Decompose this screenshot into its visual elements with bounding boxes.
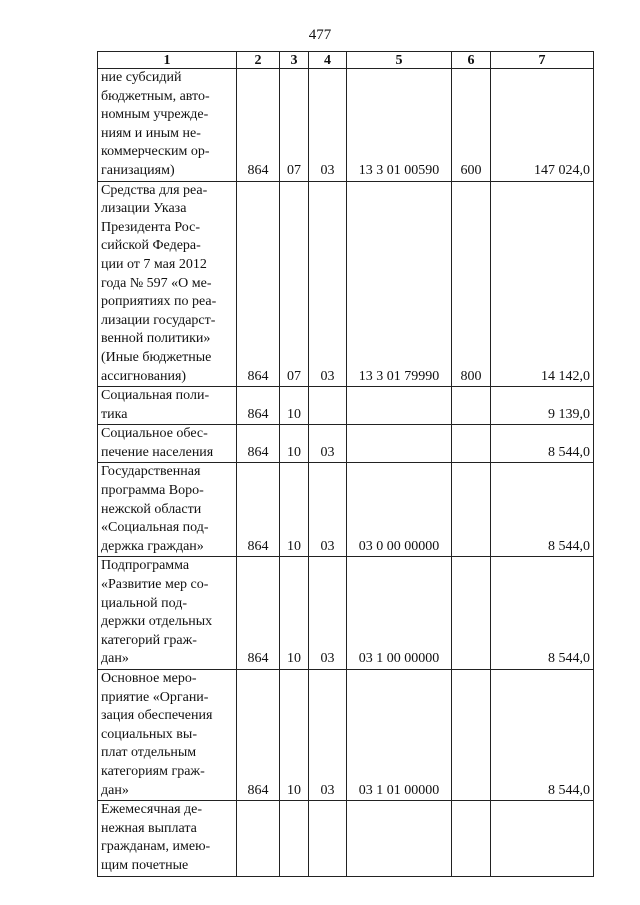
row-name-line: Президента Рос-: [101, 219, 201, 235]
row-name-line: печение населения: [101, 444, 214, 460]
row-name-line: бюджетным, авто-: [101, 88, 210, 104]
row-name-line: дан»: [101, 782, 129, 798]
row-name-line: лизации государст-: [101, 312, 216, 328]
row-name-line: (Иные бюджетные: [101, 349, 212, 365]
subsection-code-cell: 03: [309, 670, 347, 801]
row-name-line: дан»: [101, 651, 129, 667]
amount-cell: 8 544,0: [491, 425, 594, 463]
table-row: [98, 181, 594, 387]
row-name-line: ассигнования): [101, 368, 187, 384]
row-name-line: «Развитие мер со-: [101, 577, 209, 593]
chapter-code-cell: 864: [237, 557, 280, 670]
table-body: [98, 69, 594, 877]
row-name-line: Социальная поли-: [101, 388, 210, 404]
table-header-row: [98, 52, 594, 69]
column-header-6: 6: [452, 52, 491, 69]
row-name-line: ние субсидий: [101, 70, 182, 85]
expense-type-cell: [452, 387, 491, 425]
amount-cell: 147 024,0: [491, 69, 594, 182]
row-name-line: держки отдельных: [101, 614, 213, 630]
page-number: 477: [308, 27, 332, 43]
row-name-line: года № 597 «О ме-: [101, 275, 212, 291]
row-name-line: «Социальная под-: [101, 520, 209, 536]
row-name-line: социальных вы-: [101, 726, 197, 742]
section-code-cell: 10: [280, 387, 309, 425]
expense-type-cell: [452, 801, 491, 876]
column-header-2: 2: [237, 52, 280, 69]
row-name-line: ции от 7 мая 2012: [101, 256, 207, 272]
row-name-cell: [98, 181, 237, 387]
target-article-cell: 13 3 01 79990: [347, 181, 452, 387]
row-name-line: венной политики»: [101, 331, 211, 347]
section-code-cell: 07: [280, 69, 309, 182]
target-article-cell: 03 0 00 00000: [347, 463, 452, 557]
target-article-cell: [347, 387, 452, 425]
row-name-cell: [98, 425, 237, 463]
subsection-code-cell: 03: [309, 425, 347, 463]
row-name-line: лизации Указа: [101, 201, 187, 217]
section-code-cell: 10: [280, 670, 309, 801]
section-code-cell: [280, 801, 309, 876]
chapter-code-cell: 864: [237, 670, 280, 801]
row-name-line: категорий граж-: [101, 632, 197, 648]
subsection-code-cell: 03: [309, 557, 347, 670]
row-name-line: нежная выплата: [101, 820, 197, 836]
section-code-cell: 10: [280, 557, 309, 670]
chapter-code-cell: 864: [237, 387, 280, 425]
row-name-line: ниям и иным не-: [101, 125, 201, 141]
row-name-line: категориям граж-: [101, 763, 205, 779]
row-name-line: роприятиях по реа-: [101, 294, 217, 310]
row-name-line: приятие «Органи-: [101, 689, 209, 705]
row-name-cell: [98, 69, 237, 182]
target-article-cell: [347, 801, 452, 876]
expense-type-cell: [452, 557, 491, 670]
budget-table: [97, 51, 594, 877]
row-name-line: плат отдельным: [101, 745, 197, 761]
column-header-4: 4: [309, 52, 347, 69]
chapter-code-cell: 864: [237, 181, 280, 387]
subsection-code-cell: 03: [309, 69, 347, 182]
row-name-line: номным учрежде-: [101, 107, 209, 123]
column-header-3: 3: [280, 52, 309, 69]
subsection-code-cell: 03: [309, 181, 347, 387]
chapter-code-cell: 864: [237, 463, 280, 557]
target-article-cell: [347, 425, 452, 463]
section-code-cell: 07: [280, 181, 309, 387]
expense-type-cell: [452, 670, 491, 801]
table-row: [98, 387, 594, 425]
amount-cell: 8 544,0: [491, 670, 594, 801]
row-name-line: тика: [101, 406, 128, 422]
row-name-line: Ежемесячная де-: [101, 802, 203, 818]
row-name-line: гражданам, имею-: [101, 839, 211, 855]
chapter-code-cell: 864: [237, 425, 280, 463]
row-name-cell: [98, 557, 237, 670]
row-name-line: коммерческим ор-: [101, 144, 210, 160]
row-name-line: Государственная: [101, 464, 201, 480]
row-name-line: нежской области: [101, 501, 202, 517]
row-name-line: сийской Федера-: [101, 238, 201, 254]
row-name-line: циальной под-: [101, 595, 188, 611]
column-header-5: 5: [347, 52, 452, 69]
row-name-line: Подпрограмма: [101, 558, 190, 574]
amount-cell: 9 139,0: [491, 387, 594, 425]
section-code-cell: 10: [280, 425, 309, 463]
amount-cell: [491, 801, 594, 876]
expense-type-cell: 800: [452, 181, 491, 387]
row-name-line: щим почетные: [101, 857, 189, 873]
row-name-cell: [98, 387, 237, 425]
row-name-line: Основное меро-: [101, 671, 197, 686]
subsection-code-cell: [309, 387, 347, 425]
table-row: [98, 670, 594, 801]
expense-type-cell: 600: [452, 69, 491, 182]
table-row: [98, 425, 594, 463]
chapter-code-cell: 864: [237, 69, 280, 182]
subsection-code-cell: 03: [309, 463, 347, 557]
expense-type-cell: [452, 463, 491, 557]
column-header-1: 1: [98, 52, 237, 69]
row-name-line: ганизациям): [101, 162, 175, 178]
subsection-code-cell: [309, 801, 347, 876]
chapter-code-cell: [237, 801, 280, 876]
row-name-cell: [98, 801, 237, 876]
amount-cell: 8 544,0: [491, 557, 594, 670]
row-name-line: зация обеспечения: [101, 708, 213, 724]
amount-cell: 14 142,0: [491, 181, 594, 387]
table-row: [98, 463, 594, 557]
target-article-cell: 03 1 00 00000: [347, 557, 452, 670]
row-name-line: Средства для реа-: [101, 182, 208, 198]
target-article-cell: 13 3 01 00590: [347, 69, 452, 182]
column-header-7: 7: [491, 52, 594, 69]
section-code-cell: 10: [280, 463, 309, 557]
row-name-line: программа Воро-: [101, 483, 204, 499]
table-row: [98, 801, 594, 876]
row-name-line: Социальное обес-: [101, 426, 208, 442]
table-row: [98, 69, 594, 182]
expense-type-cell: [452, 425, 491, 463]
target-article-cell: 03 1 01 00000: [347, 670, 452, 801]
row-name-cell: [98, 463, 237, 557]
table-row: [98, 557, 594, 670]
row-name-cell: [98, 670, 237, 801]
row-name-line: держка граждан»: [101, 538, 204, 554]
amount-cell: 8 544,0: [491, 463, 594, 557]
